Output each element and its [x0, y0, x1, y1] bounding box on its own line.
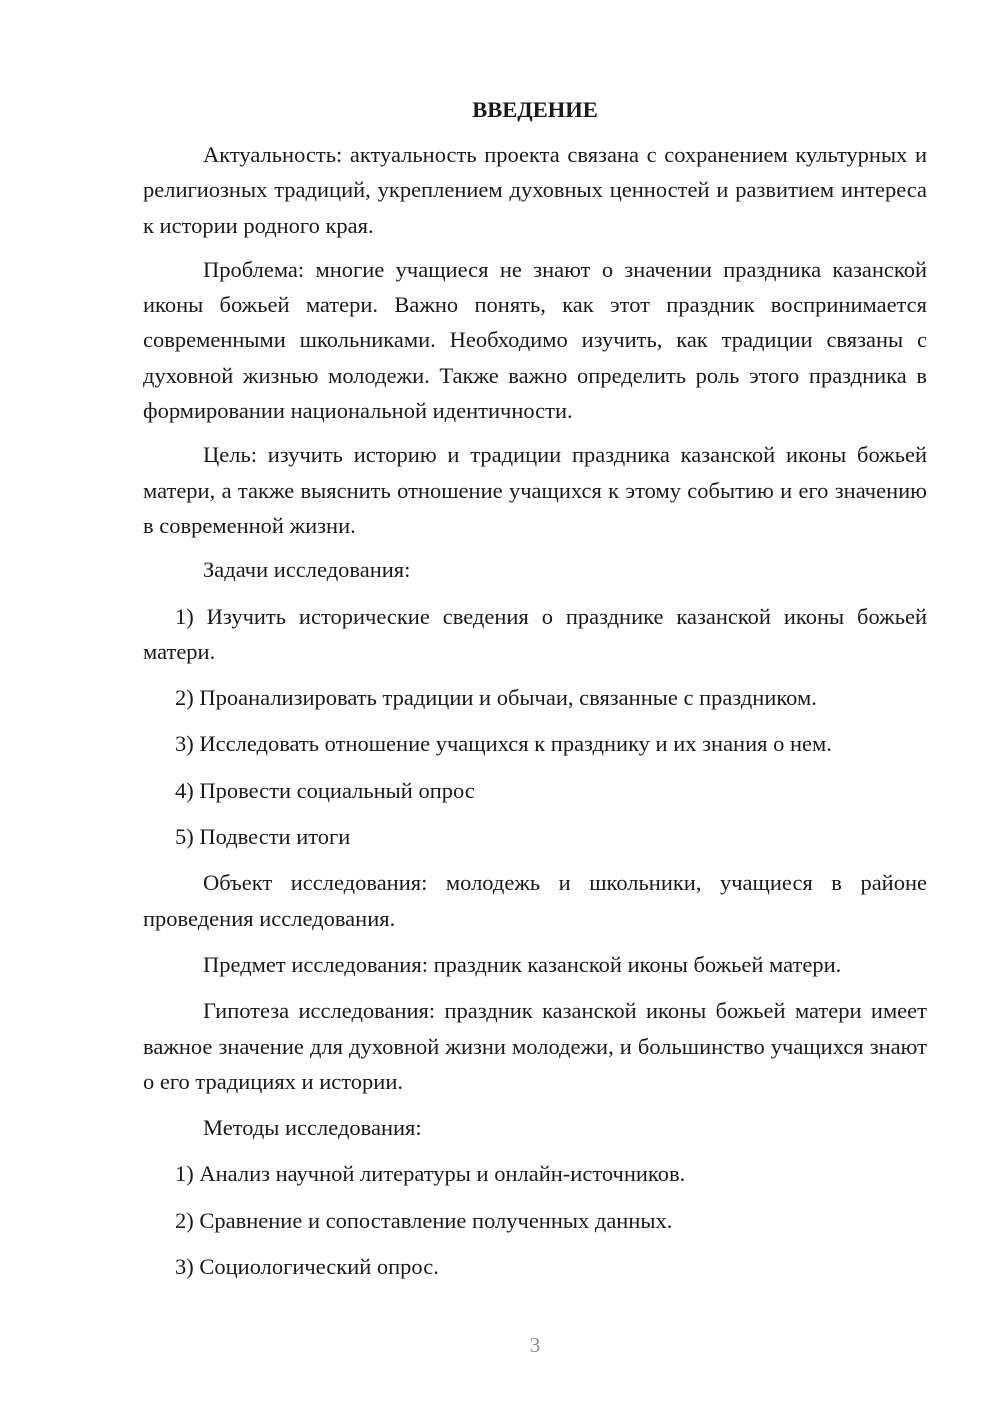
paragraph-relevance: Актуальность: актуальность проекта связана с сохранением культурных и религиозных традиций, укреплением духовных ценностей и развитием интереса к истории родного края. — [143, 142, 927, 238]
document-page — [143, 92, 927, 1284]
task-item-5: 5) Подвести итоги — [175, 824, 351, 850]
section-heading: ВВЕДЕНИЕ — [472, 97, 598, 122]
tasks-heading: Задачи исследования: — [203, 557, 411, 583]
method-item-1: 1) Анализ научной литературы и онлайн-источников. — [175, 1161, 686, 1187]
task-item-2: 2) Проанализировать традиции и обычаи, связанные с праздником. — [175, 685, 817, 711]
method-item-2: 2) Сравнение и сопоставление полученных данных. — [175, 1207, 673, 1233]
page-number: 3 — [529, 1333, 541, 1357]
task-item-1: 1) Изучить исторические сведения о празднике казанской иконы божьей матери. — [143, 603, 927, 664]
task-item-3: 3) Исследовать отношение учащихся к празднику и их знания о нем. — [175, 731, 832, 757]
task-item-4: 4) Провести социальный опрос — [175, 777, 475, 803]
paragraph-hypothesis: Гипотеза исследования: праздник казанской иконы божьей матери имеет важное значение для духовной жизни молодежи, и большинство учащихся знают о его традициях и истории. — [143, 998, 927, 1094]
paragraph-problem: Проблема: многие учащиеся не знают о значении праздника казанской иконы божьей матери. Важно понять, как этот праздник воспринимается современными школьниками. Необходимо изучить, как традиции связаны с духовной жизнью молодежи. Также важно определить роль этого праздника в формировании национальной идентичности. — [143, 256, 927, 424]
paragraph-object: Объект исследования: молодежь и школьники, учащиеся в районе проведения исследования. — [143, 870, 927, 931]
paragraph-subject: Предмет исследования: праздник казанской иконы божьей матери. — [203, 951, 842, 977]
paragraph-goal: Цель: изучить историю и традиции праздника казанской иконы божьей матери, а также выяснить отношение учащихся к этому событию и его значению в современной жизни. — [143, 442, 927, 538]
method-item-3: 3) Социологический опрос. — [175, 1254, 439, 1280]
methods-heading: Методы исследования: — [203, 1115, 422, 1141]
